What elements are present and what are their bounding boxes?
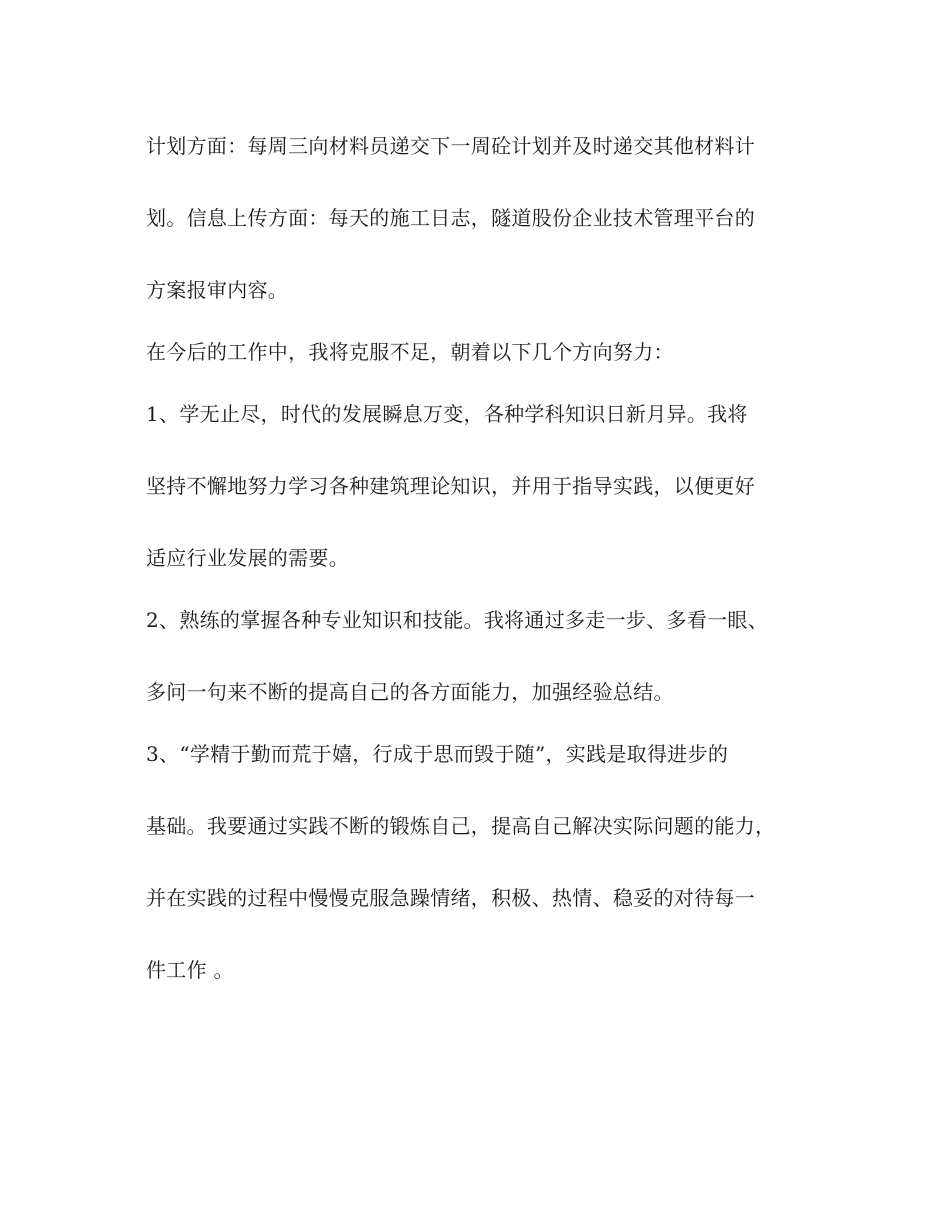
- list-item-line: 坚持不懈地努力学习各种建筑理论知识，并用于指导实践，以便更好: [146, 474, 755, 498]
- list-item-line: 适应行业发展的需要。: [146, 546, 349, 570]
- list-item-line: 件工作 。: [146, 958, 234, 982]
- list-item-line: 2、熟练的掌握各种专业知识和技能。我将通过多走一步、多看一眼、: [146, 608, 769, 632]
- list-item-line: 1、学无止尽，时代的发展瞬息万变，各种学科知识日新月异。我将: [146, 402, 748, 426]
- list-item-line: 3、“学精于勤而荒于嬉，行成于思而毁于随”，实践是取得进步的: [146, 742, 729, 766]
- list-item-line: 基础。我要通过实践不断的锻炼自己，提高自己解决实际问题的能力，: [146, 814, 776, 838]
- list-item-line: 并在实践的过程中慢慢克服急躁情绪，积极、热情、稳妥的对待每一: [146, 886, 755, 910]
- paragraph-line: 划。信息上传方面：每天的施工日志，隧道股份企业技术管理平台的: [146, 206, 755, 230]
- paragraph-line: 在今后的工作中，我将克服不足，朝着以下几个方向努力：: [146, 340, 674, 364]
- paragraph-line: 计划方面：每周三向材料员递交下一周砼计划并及时递交其他材料计: [146, 134, 755, 158]
- paragraph-line: 方案报审内容。: [146, 278, 289, 302]
- list-item-line: 多问一句来不断的提高自己的各方面能力，加强经验总结。: [146, 680, 674, 704]
